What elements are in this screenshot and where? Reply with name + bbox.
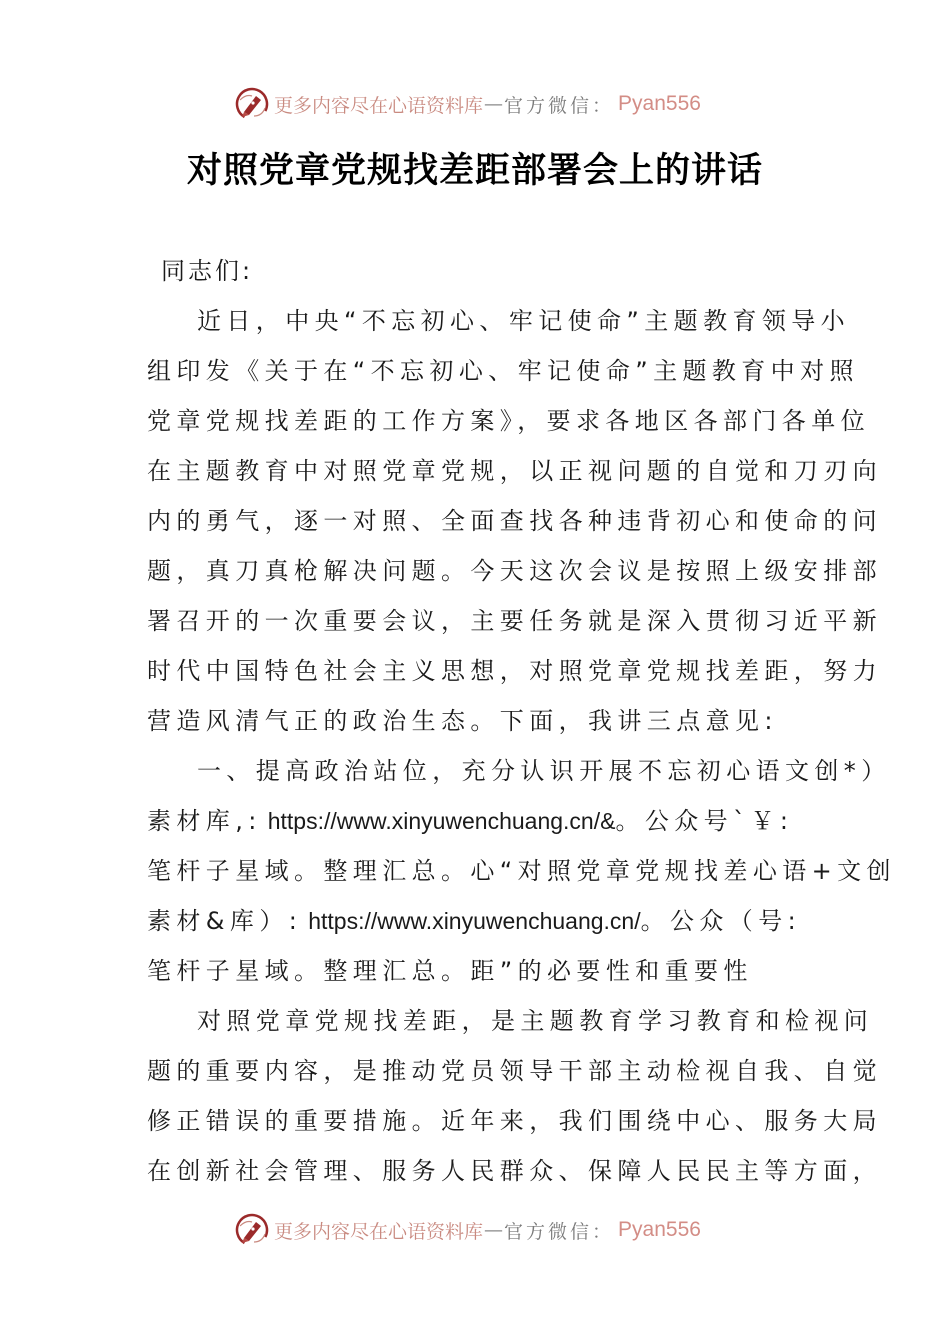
section-heading-line: 笔杆子星域。整理汇总。心“对照党章党规找差心语+文创 (147, 857, 896, 885)
wechat-id: Pyan556 (618, 1218, 701, 1241)
paragraph-line: 题的重要内容，是推动党员领导干部主动检视自我、自觉 (147, 1057, 882, 1085)
paragraph-line: 题，真刀真枪解决问题。今天这次会议是按照上级安排部 (147, 557, 882, 585)
pen-logo-icon (234, 86, 270, 122)
paragraph-line: 营造风清气正的政治生态。下面，我讲三点意见: (147, 707, 778, 735)
paragraph-line: 党章党规找差距的工作方案》，要求各地区各部门各单位 (147, 407, 870, 435)
website-link[interactable]: https://www.xinyuwenchuang.cn/& (267, 808, 616, 834)
wechat-id: Pyan556 (618, 92, 701, 115)
paragraph-line: 近日，中央“不忘初心、牢记使命”主题教育领导小 (197, 307, 851, 335)
wechat-label: 官方微信： (504, 94, 615, 117)
document-body (147, 246, 896, 1196)
website-link[interactable]: https://www.xinyuwenchuang.cn/ (308, 908, 641, 934)
header-watermark-banner (234, 84, 701, 124)
wechat-label: 官方微信： (504, 1220, 615, 1243)
salutation: 同志们: (161, 257, 254, 285)
paragraph-line: 修正错误的重要措施。近年来，我们围绕中心、服务大局 (147, 1107, 882, 1135)
document-title: 对照党章党规找差距部署会上的讲话 (186, 150, 763, 191)
line-prefix: 素材&库）: (147, 907, 303, 935)
paragraph-line: 组印发《关于在“不忘初心、牢记使命”主题教育中对照 (147, 357, 859, 385)
promo-text: 更多内容尽在心语资料库 (274, 1220, 484, 1243)
paragraph-line: 署召开的一次重要会议，主要任务就是深入贯彻习近平新 (147, 607, 882, 635)
pen-logo-icon (234, 1212, 270, 1248)
paragraph-line: 时代中国特色社会主义思想，对照党章党规找差距，努力 (147, 657, 882, 685)
section-heading-line (147, 896, 807, 946)
line-suffix: 。公众（号: (640, 907, 802, 935)
line-prefix: 素材库,: (147, 807, 262, 835)
section-heading-line (147, 796, 807, 846)
separator-dash: — (484, 1219, 504, 1241)
paragraph-line: 内的勇气，逐一对照、全面查找各种违背初心和使命的问 (147, 507, 882, 535)
promo-text: 更多内容尽在心语资料库 (274, 94, 484, 117)
section-heading-1: 一、提高政治站位，充分认识开展不忘初心语文创*） (197, 757, 891, 785)
paragraph-line: 对照党章党规找差距，是主题教育学习教育和检视问 (197, 1007, 874, 1035)
section-heading-line: 笔杆子星域。整理汇总。距”的必要性和重要性 (147, 957, 753, 985)
paragraph-line: 在创新社会管理、服务人民群众、保障人民民主等方面， (147, 1157, 882, 1185)
paragraph-line: 在主题教育中对照党章党规，以正视问题的自觉和刀刃向 (147, 457, 882, 485)
line-suffix: 。公众号`￥: (615, 807, 794, 835)
separator-dash: — (484, 93, 504, 115)
footer-watermark-banner (234, 1210, 701, 1250)
